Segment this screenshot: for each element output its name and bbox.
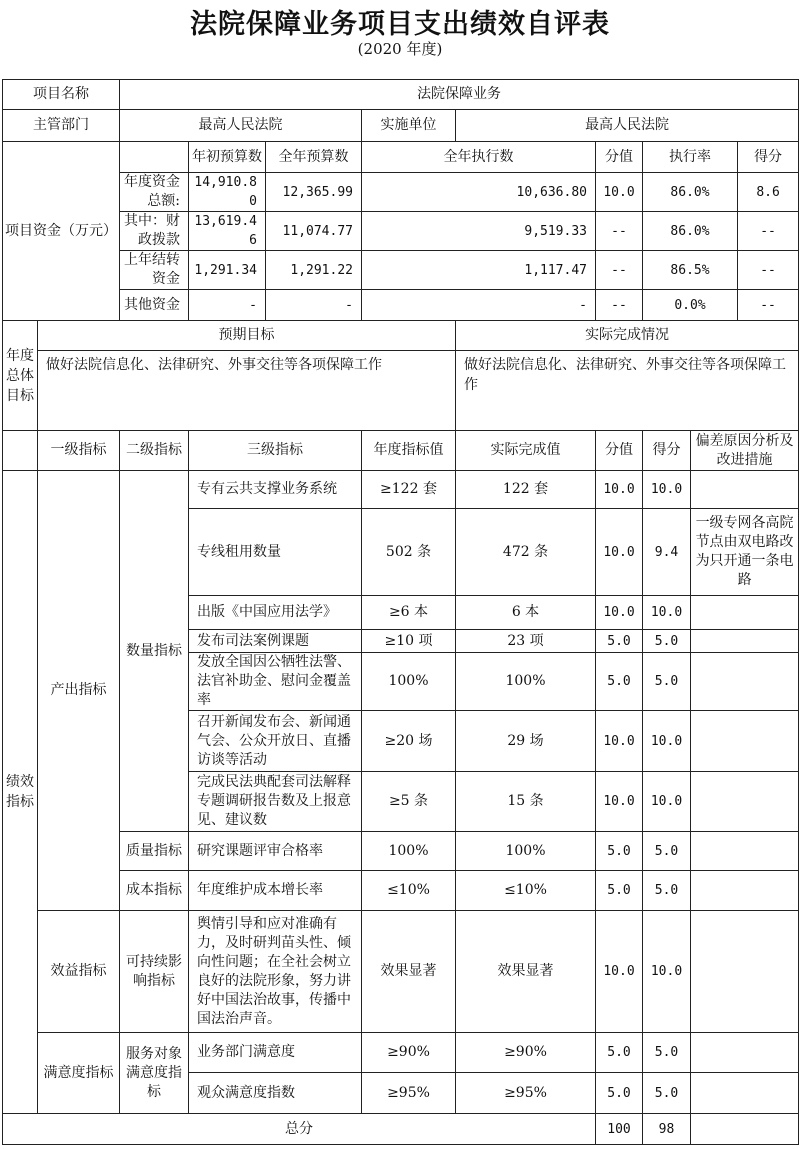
funds-cell: 1,291.22 [266,251,362,290]
funds-cell: 11,074.77 [266,212,362,251]
indicator-header-cell: 分值 [596,431,643,471]
level2-service: 服务对象满意度指标 [120,1033,189,1114]
funds-cell: 13,619.46 [189,212,266,251]
indicator-score: 5.0 [643,1033,691,1073]
indicator-actual: ≥95% [456,1073,596,1114]
indicator-target: ≤10% [362,871,456,911]
indicator-name: 专有云共支撑业务系统 [189,471,362,509]
department-row [3,110,799,142]
indicator-score: 10.0 [643,772,691,832]
funds-cell: 1,117.47 [362,251,596,290]
total-score: 98 [643,1114,691,1145]
indicator-target: ≥90% [362,1033,456,1073]
funds-cell: -- [596,290,643,321]
goals-header-row [3,321,799,351]
indicator-name: 研究课题评审合格率 [189,832,362,871]
indicator-score: 10.0 [643,711,691,772]
indicator-score-value: 5.0 [596,871,643,911]
indicator-actual: 23 项 [456,630,596,653]
indicator-score: 5.0 [643,871,691,911]
indicator-score-value: 5.0 [596,1073,643,1114]
total-score-value: 100 [596,1114,643,1145]
funds-row [3,290,799,321]
indicator-header-cell: 三级指标 [189,431,362,471]
funds-cell: - [189,290,266,321]
indicator-name: 年度维护成本增长率 [189,871,362,911]
indicator-target: ≥5 条 [362,772,456,832]
funds-row [3,212,799,251]
indicator-target: 100% [362,832,456,871]
expected-goal-text: 做好法院信息化、法律研究、外事交往等各项保障工作 [38,351,456,431]
table-row [3,471,799,509]
total-row [3,1114,799,1145]
indicator-score-value: 5.0 [596,1033,643,1073]
funds-cell: 86.0% [643,173,738,212]
indicator-deviation [691,911,799,1033]
indicator-score-value: 10.0 [596,509,643,596]
indicator-header-cell: 得分 [643,431,691,471]
table-row [3,911,799,1033]
indicator-target: ≥20 场 [362,711,456,772]
indicator-score: 5.0 [643,630,691,653]
indicator-score-value: 10.0 [596,596,643,630]
indicator-score: 10.0 [643,596,691,630]
funds-cell: - [266,290,362,321]
funds-header-cell: 全年预算数 [266,142,362,173]
indicator-actual: 100% [456,832,596,871]
page-subtitle: (2020 年度) [357,40,443,58]
indicator-name: 专线租用数量 [189,509,362,596]
indicator-score: 5.0 [643,1073,691,1114]
indicator-actual: 472 条 [456,509,596,596]
unit-value: 最高人民法院 [456,110,799,142]
indicator-target: 100% [362,653,456,711]
indicator-deviation [691,832,799,871]
indicator-score: 10.0 [643,471,691,509]
indicator-target: ≥6 本 [362,596,456,630]
indicator-name: 召开新闻发布会、新闻通气会、公众开放日、直播访谈等活动 [189,711,362,772]
table-row [3,1033,799,1073]
level2-quantity: 数量指标 [120,471,189,832]
indicator-score-value: 10.0 [596,471,643,509]
funds-cell: -- [596,251,643,290]
department-value: 最高人民法院 [120,110,362,142]
indicator-deviation [691,711,799,772]
indicators-label: 绩效指标 [3,471,38,1114]
funds-cell: 86.0% [643,212,738,251]
actual-goal-header: 实际完成情况 [456,321,799,351]
funds-cell: 1,291.34 [189,251,266,290]
funds-header-blank [120,142,189,173]
indicator-deviation [691,772,799,832]
indicator-score: 5.0 [643,832,691,871]
indicator-header-cell: 一级指标 [38,431,120,471]
level2-sustain: 可持续影响指标 [120,911,189,1033]
indicator-actual: ≥90% [456,1033,596,1073]
funds-cell: - [362,290,596,321]
level1-output: 产出指标 [38,471,120,911]
project-name-value: 法院保障业务 [120,80,799,110]
indicator-actual: 100% [456,653,596,711]
indicator-score: 9.4 [643,509,691,596]
indicator-target: 502 条 [362,509,456,596]
funds-header-cell: 得分 [738,142,799,173]
indicator-header-row [3,431,799,471]
funds-cell: -- [596,212,643,251]
level2-quality: 质量指标 [120,832,189,871]
funds-cell: -- [738,251,799,290]
funds-cell: -- [738,290,799,321]
annual-goal-label: 年度总体目标 [3,321,38,431]
indicator-score-value: 10.0 [596,911,643,1033]
indicator-header-cell: 实际完成值 [456,431,596,471]
indicator-name: 发放全国因公牺牲法警、法官补助金、慰问金覆盖率 [189,653,362,711]
indicator-target: 效果显著 [362,911,456,1033]
indicator-name: 出版《中国应用法学》 [189,596,362,630]
indicator-score-value: 5.0 [596,630,643,653]
indicator-header-cell: 二级指标 [120,431,189,471]
indicator-score: 10.0 [643,911,691,1033]
expected-goal-header: 预期目标 [38,321,456,351]
indicator-score-value: 5.0 [596,653,643,711]
funds-cell: 12,365.99 [266,173,362,212]
indicator-score: 5.0 [643,653,691,711]
total-blank [691,1114,799,1145]
evaluation-table [2,79,799,1145]
indicator-actual: 29 场 [456,711,596,772]
indicator-deviation [691,1033,799,1073]
funds-row-label: 上年结转资金 [120,251,189,290]
funds-cell: 9,519.33 [362,212,596,251]
funds-row [3,251,799,290]
table-row [3,871,799,911]
page-title: 法院保障业务项目支出绩效自评表 [190,9,610,40]
actual-goal-text: 做好法院信息化、法律研究、外事交往等各项保障工作 [456,351,799,431]
funds-header-row [3,142,799,173]
indicator-actual: 6 本 [456,596,596,630]
indicator-score-value: 5.0 [596,832,643,871]
indicator-deviation [691,471,799,509]
indicator-deviation [691,596,799,630]
department-label: 主管部门 [3,110,120,142]
indicator-name: 观众满意度指数 [189,1073,362,1114]
level1-benefit: 效益指标 [38,911,120,1033]
indicator-header-cell: 年度指标值 [362,431,456,471]
funds-cell: 10.0 [596,173,643,212]
funds-header-cell: 执行率 [643,142,738,173]
goals-content-row [3,351,799,431]
indicator-name: 发布司法案例课题 [189,630,362,653]
indicator-name: 完成民法典配套司法解释专题调研报告数及上报意见、建议数 [189,772,362,832]
funds-cell: 8.6 [738,173,799,212]
indicator-target: ≥10 项 [362,630,456,653]
funds-cell: 86.5% [643,251,738,290]
funds-row-label: 其中：财政拨款 [120,212,189,251]
indicator-score-value: 10.0 [596,772,643,832]
funds-header-cell: 年初预算数 [189,142,266,173]
indicator-header-blank [3,431,38,471]
indicator-header-cell: 偏差原因分析及改进措施 [691,431,799,471]
indicator-actual: 效果显著 [456,911,596,1033]
indicator-actual: 15 条 [456,772,596,832]
indicator-target: ≥122 套 [362,471,456,509]
indicator-deviation [691,630,799,653]
funds-row [3,173,799,212]
unit-label: 实施单位 [362,110,456,142]
indicator-target: ≥95% [362,1073,456,1114]
funds-row-label: 其他资金 [120,290,189,321]
indicator-deviation [691,871,799,911]
project-name-row [3,80,799,110]
funds-cell: -- [738,212,799,251]
indicator-name: 舆情引导和应对准确有力，及时研判苗头性、倾向性问题；在全社会树立良好的法院形象，努力讲好中国法治故事，传播中国法治声音。 [189,911,362,1033]
project-name-label: 项目名称 [3,80,120,110]
indicator-actual: 122 套 [456,471,596,509]
level2-cost: 成本指标 [120,871,189,911]
total-label: 总分 [3,1114,596,1145]
indicator-deviation [691,1073,799,1114]
funds-label: 项目资金（万元） [3,142,120,321]
level1-satisfaction: 满意度指标 [38,1033,120,1114]
funds-header-cell: 分值 [596,142,643,173]
funds-row-label: 年度资金总额: [120,173,189,212]
indicator-deviation [691,653,799,711]
funds-cell: 10,636.80 [362,173,596,212]
indicator-score-value: 10.0 [596,711,643,772]
funds-cell: 0.0% [643,290,738,321]
table-row [3,832,799,871]
indicator-name: 业务部门满意度 [189,1033,362,1073]
funds-header-cell: 全年执行数 [362,142,596,173]
indicator-actual: ≤10% [456,871,596,911]
funds-cell: 14,910.80 [189,173,266,212]
indicator-deviation: 一级专网各高院节点由双电路改为只开通一条电路 [691,509,799,596]
